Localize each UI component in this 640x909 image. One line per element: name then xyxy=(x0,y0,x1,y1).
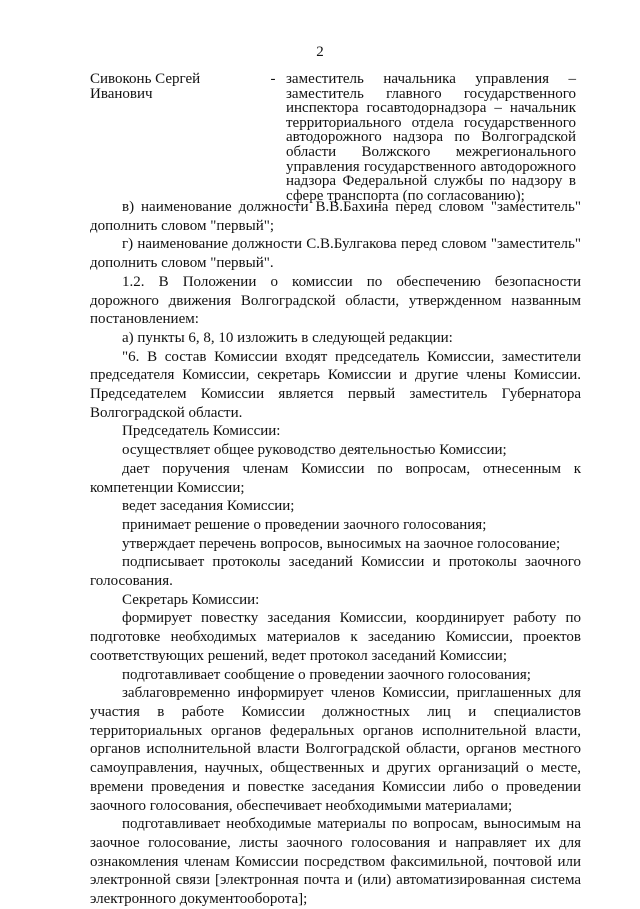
page-number: 2 xyxy=(316,44,324,60)
person-dash: - xyxy=(270,71,276,87)
paragraph: Председатель Комиссии: xyxy=(122,423,281,440)
paragraph: формирует повестку заседания Комиссии, координирует работу по подготовке необходимых материалов к заседанию Комиссии, проектов соответствующих решений, ведет протокол заседаний Комиссии; xyxy=(90,610,581,664)
paragraph: ведет заседания Комиссии; xyxy=(122,498,295,515)
paragraph: 1.2. В Положении о комиссии по обеспечению безопасности дорожного движения Волгоградской области, утвержденном названным постановлением: xyxy=(90,273,581,328)
person-position: заместитель начальника управления – заместитель главного государственного инспектора госавтодорнадзора – начальник территориального отдела государственного автодорожного надзора по Волгоградской области Волжского межрегионального управления государственного автодорожного надзора Федеральной службы по надзору в сфере транспорта (по согласованию); xyxy=(286,71,576,204)
paragraph: осуществляет общее руководство деятельностью Комиссии; xyxy=(122,442,507,459)
person-name: Сивоконь Сергей Иванович xyxy=(90,71,201,102)
paragraph: утверждает перечень вопросов, выносимых на заочное голосование; xyxy=(122,535,561,552)
paragraph: дает поручения членам Комиссии по вопросам, отнесенным к компетенции Комиссии; xyxy=(90,460,581,496)
paragraph: а) пункты 6, 8, 10 изложить в следующей редакции: xyxy=(122,329,453,346)
paragraph: "6. В состав Комиссии входят председатель Комиссии, заместители председателя Комиссии, секретарь Комиссии и другие члены Комиссии. Председателем Комиссии является первый заместитель Губернатора Волгоградской области. xyxy=(90,348,581,421)
paragraph: в) наименование должности В.В.Бахина перед словом "заместитель" дополнить словом "первый"; xyxy=(90,199,581,234)
document-body xyxy=(90,198,581,909)
person-entry xyxy=(90,72,590,203)
paragraph: принимает решение о проведении заочного голосования; xyxy=(122,516,487,533)
paragraph: подписывает протоколы заседаний Комиссии и протоколы заочного голосования. xyxy=(90,554,581,590)
paragraph: подготавливает сообщение о проведении заочного голосования; xyxy=(122,666,531,683)
paragraph: заблаговременно информирует членов Комиссии, приглашенных для участия в работе Комиссии должностных лиц и специалистов территориальных органов федеральных органов исполнительной власти, органов исполнительной власти Волгоградской области, органов местного самоуправления, научных, общественных и других организаций о месте, времени проведения и повестке заседания Комиссии либо о проведении заочного голосования, обеспечивает необходимыми материалами; xyxy=(90,685,581,814)
paragraph: г) наименование должности С.В.Булгакова перед словом "заместитель" дополнить словом "первый". xyxy=(90,236,581,272)
paragraph: подготавливает необходимые материалы по вопросам, выносимым на заочное голосование, листы заочного голосования и направляет их для ознакомления членам Комиссии посредством факсимильной, почтовой или электронной связи [электронная почта и (или) автоматизированная система электронного документооборота]; xyxy=(90,816,581,908)
paragraph: Секретарь Комиссии: xyxy=(122,591,260,608)
